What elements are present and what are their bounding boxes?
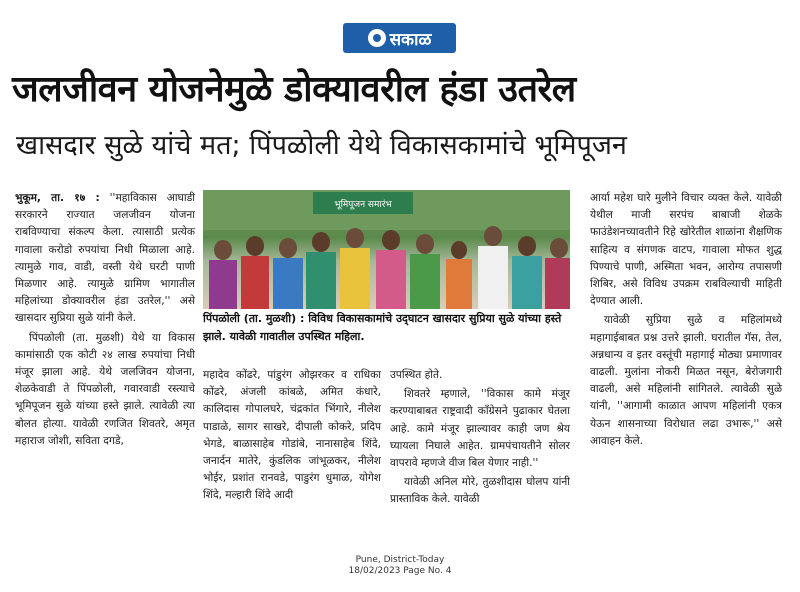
dateline: भुकूम, ता. १७ : <box>15 192 100 204</box>
masthead-name: सकाळ <box>389 29 432 50</box>
paragraph: आर्या महेश घारे मुलीने विचार व्यक्त केले. यावेळी येथील माजी सरपंच बाबाजी शेळके फाउंडेशनच्यावतीने रिहे खोरेतील शाळांना शैक्षणिक साहित्य व संगणक वाटप, गावाला मोफत शुद्ध पिण्याचे पाणी, अस्मिता भवन, आरोग्य तपासणी शिबिर, असे विविध उपक्रम राबविल्याची माहिती देण्यात आली. <box>590 192 782 308</box>
photo-banner-text: भूमिपूजन समारंभ <box>334 200 392 210</box>
paragraph: पिंपळोली (ता. मुळशी) येथे या विकास कामांसाठी एक कोटी २४ लाख रुपयांचा निधी मंजूर झाला आहे. येथे जलजिवन योजना, शेळकेवाडी ते पिंपळोली, गवारवाडी रस्त्याचे भूमिपूजन सुळे यांच्या हस्ते झाले. त्यावेळी त्या बोलत होत्या. यावेळी रणजित शिवतरे, अमृत महाराज जोशी, सविता दगडे, <box>15 331 195 447</box>
paragraph: शिवतरे म्हणाले, ''विकास कामे मंजूर करण्याबाबत राष्ट्रवादी काँग्रेसने पुढाकार घेतला आहे. कामे मंजूर झाल्यावर काही जण श्रेय घ्यायला निघाले आहेत. ग्रामपंचायतीने सोलर वापरावे म्हणजे वीज बिल येणार नाही.'' <box>390 388 570 470</box>
footer-date-page: 18/02/2023 Page No. 4 <box>348 566 452 576</box>
source-footer <box>300 555 500 577</box>
photo-caption: पिंपळोली (ता. मुळशी) : विविध विकासकामांचे उद्‌घाटन खासदार सुप्रिया सुळे यांच्या हस्ते झाले. यावेळी गावातील उपस्थित महिला. <box>203 312 562 343</box>
paragraph: यावेळी सुप्रिया सुळे व महिलांमध्ये महागाईबाबत प्रश्न उत्तरे झाली. घरातील गॅस, तेल, अन्नधान्य व इतर वस्तूंची महागाई मोठ्या प्रमाणावर वाढली. मुलांना नोकरी मिळत नसून, बेरोजगारी वाढली, असे महिलांनी सांगितले. त्यावेळी सुळे यांनी, ''आगामी काळात आपण महिलांनी एकत्र येऊन शासनाच्या विरोधात लढा उभारू,'' असे आवाहन केले. <box>590 314 782 447</box>
footer-location: Pune, District-Today <box>355 555 445 565</box>
article-column-1 <box>15 190 195 450</box>
paragraph: उपस्थित होते. <box>390 369 443 381</box>
article-column-4 <box>590 190 782 450</box>
sun-emblem-icon <box>368 29 386 47</box>
paragraph: ''महाविकास आघाडी सरकारने राज्यात जलजीवन योजना राबविण्याचा संकल्प केला. त्यासाठी प्रत्येक गावाला करोडो रुपयांचा निधी मिळाला आहे. त्यामुळे गाव, वाडी, वस्ती येथे घरटी पाणी मिळणार आहे. त्यामुळे ग्रामिण भागातील महिलांच्या डोक्यावरील हंडा उतरेल,'' असे खासदार सुप्रिया सुळे यांनी केले. <box>15 192 195 325</box>
masthead-logo <box>343 23 456 53</box>
headline: जलजीवन योजनेमुळे डोक्यावरील हंडा उतरेल <box>12 69 576 110</box>
article-column-3 <box>390 367 570 509</box>
article-photo <box>203 190 570 309</box>
paragraph: यावेळी अनिल मोरे, तुळशीदास घोलप यांनी प्रास्ताविक केले. यावेळी <box>390 476 570 506</box>
article-column-2 <box>203 367 381 505</box>
photo-scene <box>203 190 570 309</box>
subheadline: खासदार सुळे यांचे मत; पिंपळोली येथे विकासकामांचे भूमिपूजन <box>16 130 627 161</box>
paragraph: महादेव कोंढरे, पांडुरंग ओझरकर व राधिका कोंढरे, अंजली कांबळे, अमित कंधारे, कालिदास गोपालघरे, चंद्रकांत भिंगारे, नीलेश पाडाळे, सागर साखरे, दीपाली कोकरे, प्रदिप भेगडे, बाळासाहेब गोडांबे, नानासाहेब शिंदे, जनार्दन मातेरे, कुंडलिक जांभूळकर, नीलेश भोईर, प्रशांत रानवडे, पाडुरंग धुमाळ, योगेश शिंदे, मल्हारी शिंदे आदी <box>203 369 381 502</box>
